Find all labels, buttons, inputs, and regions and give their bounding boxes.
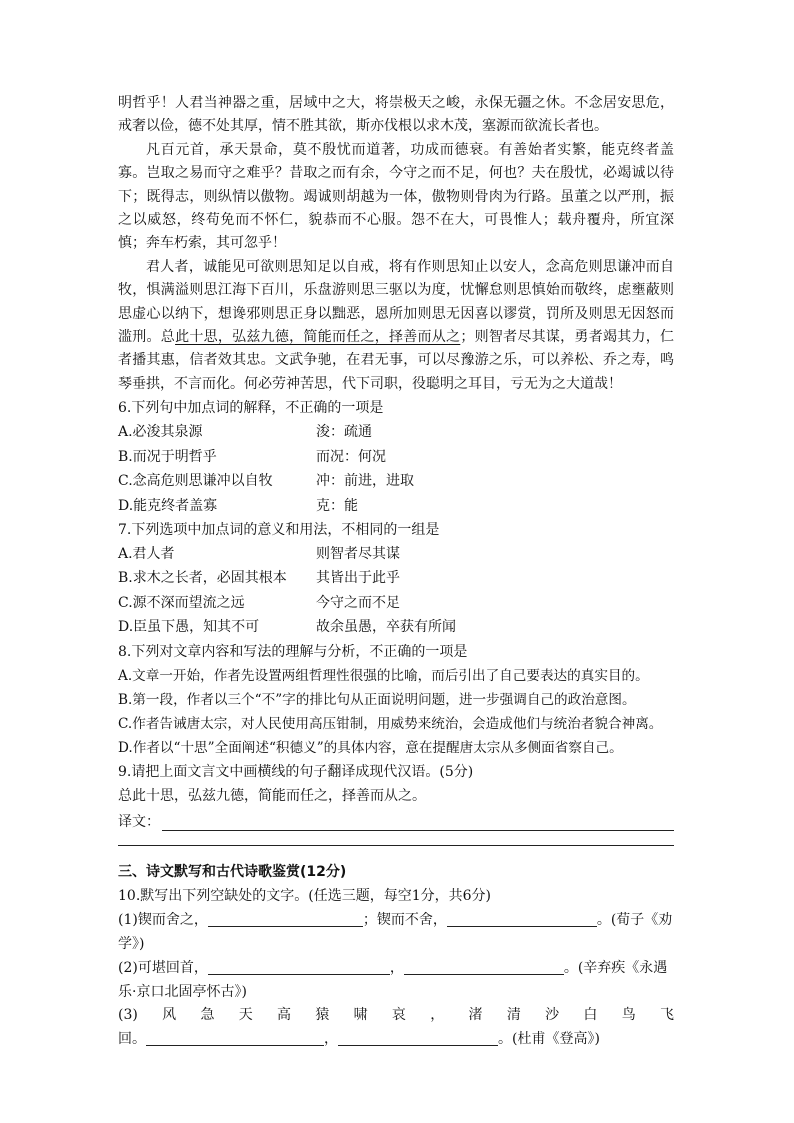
question-10-item-3-cont — [118, 1027, 674, 1051]
poem-char: 猿 — [315, 1006, 330, 1023]
poem-char: 高 — [277, 1006, 292, 1023]
question-10-stem: 10.默写出下列空缺处的文字。(任选三题，每空1分，共6分) — [118, 887, 492, 904]
question-9-sentence: 总此十思，弘兹九德，简能而任之，择善而从之。 — [118, 787, 426, 804]
poem-char: 白 — [583, 1006, 598, 1023]
poem-char: ， — [430, 1006, 445, 1023]
item-text: 。(荀子《劝学》) — [118, 911, 673, 952]
option-left: A.必浚其泉源 — [118, 424, 203, 441]
passage-text: 君人者，诚能见可欲则思知足以自戒，将有作则思知止以安人，念高危则思谦冲而自牧，惧满溢则思江海下百川，乐盘游则思三驱以为度，忧懈怠则思慎始而敬终，虑壅蔽则思虚心以纳下，想谗邪则思正身以黜恶，恩所加则思无因喜以谬赏，罚所及则思无因怒而滥刑。总 — [118, 258, 674, 346]
poem-char: 沙 — [545, 1006, 560, 1023]
option-right: 克：能 — [316, 497, 358, 514]
passage-text: ；则智者尽其谋，勇者竭其力，仁者播其惠，信者效其忠。文武争驰，在君无事，可以尽豫游之乐，可以养松、乔之寿，鸣琴垂拱，不言而化。何必劳神苦思，代下司职，役聪明之耳目，亏无为之大道哉！ — [118, 329, 675, 392]
poem-char: (3) — [118, 1006, 138, 1023]
option-right: 则智者尽其谋 — [316, 545, 400, 562]
translation-answer-row — [118, 809, 674, 831]
option-left: C.念高危则思谦冲以自牧 — [118, 473, 273, 490]
option-right: 浚：疏通 — [316, 424, 372, 441]
item-text: 。(辛弃疾《永遇 — [563, 959, 668, 976]
answer-blank[interactable] — [146, 1030, 324, 1046]
question-8-stem: 8.下列对文章内容和写法的理解与分析，不正确的一项是 — [118, 643, 468, 660]
poem-char: 飞 — [660, 1006, 674, 1023]
option-right: 而况：何况 — [316, 448, 386, 465]
option-row — [118, 542, 674, 566]
option-right: 其皆出于此乎 — [316, 570, 400, 587]
question-10-item-1 — [118, 908, 674, 956]
item-text: 。(杜甫《登高》) — [498, 1030, 600, 1047]
answer-blank[interactable] — [338, 1030, 498, 1046]
answer-blank[interactable] — [404, 959, 564, 975]
option-row — [118, 566, 674, 590]
option-left: B.求木之长者，必固其根本 — [118, 570, 287, 587]
document-page — [118, 92, 674, 1051]
option-row — [118, 445, 674, 469]
question-6-options — [118, 420, 674, 518]
item-text: 回。 — [118, 1030, 146, 1047]
question-7-options — [118, 542, 674, 640]
question-9-stem: 9.请把上面文言文中画横线的句子翻译成现代汉语。(5分) — [118, 763, 474, 780]
section-3-title: 三、诗文默写和古代诗歌鉴赏(12分) — [118, 863, 347, 880]
translation-answer-line-2[interactable] — [118, 831, 674, 846]
option-right: 今守之而不足 — [316, 594, 400, 611]
passage-paragraph-2 — [118, 256, 674, 396]
option-right: 冲：前进，进取 — [316, 473, 414, 490]
question-6-stem: 6.下列句中加点词的解释，不正确的一项是 — [118, 400, 384, 417]
poem-char: 鸟 — [621, 1006, 636, 1023]
translation-label: 译文： — [118, 813, 160, 830]
poem-char: 哀 — [391, 1006, 406, 1023]
option-row — [118, 469, 674, 493]
item-text: ， — [324, 1030, 338, 1047]
answer-blank[interactable] — [447, 911, 597, 927]
option-left: D.能克终者盖寡 — [118, 497, 218, 514]
question-10-item-2 — [118, 956, 674, 980]
question-8-option-a: A.文章一开始，作者先设置两组哲理性很强的比喻，而后引出了自己要表达的真实目的。 — [118, 667, 649, 684]
option-row — [118, 494, 674, 518]
option-right: 故余虽愚，卒获有所闻 — [316, 619, 456, 636]
poem-char: 啸 — [353, 1006, 368, 1023]
translation-answer-line[interactable] — [162, 814, 674, 831]
question-10-item-2-cont: 乐·京口北固亭怀古》) — [118, 983, 247, 1000]
question-8-option-d: D.作者以“十思”全面阐述“积德义”的具体内容，意在提醒唐太宗从多侧面省察自己。 — [118, 739, 623, 756]
option-left: D.臣虽下愚，知其不可 — [118, 619, 260, 636]
question-8-option-b: B.第一段，作者以三个“不”字的排比句从正面说明问题，进一步强调自己的政治意图。 — [118, 691, 636, 708]
poem-char: 清 — [506, 1006, 521, 1023]
item-text: ， — [389, 959, 404, 976]
item-text: (1)锲而舍之， — [118, 911, 208, 928]
answer-blank[interactable] — [208, 959, 390, 975]
passage-paragraph-0: 明哲乎！人君当神器之重，居域中之大，将崇极天之峻，永保无疆之休。不念居安思危，戒奢以俭，德不处其厚，情不胜其欲，斯亦伐根以求木茂，塞源而欲流长者也。 — [118, 95, 674, 135]
option-row — [118, 591, 674, 615]
poem-char: 风 — [162, 1006, 177, 1023]
option-left: B.而况于明哲乎 — [118, 448, 217, 465]
question-10-item-3 — [118, 1004, 674, 1027]
question-8-option-c: C.作者告诫唐太宗，对人民使用高压钳制，用威势来统治，会造成他们与统治者貌合神离。 — [118, 715, 663, 732]
item-text: ；锲而不舍， — [362, 911, 447, 928]
poem-char: 急 — [200, 1006, 215, 1023]
underlined-sentence: 此十思，弘兹九德，简能而任之，择善而从之 — [175, 329, 461, 346]
question-7-stem: 7.下列选项中加点词的意义和用法，不相同的一组是 — [118, 521, 440, 538]
poem-char: 天 — [238, 1006, 253, 1023]
option-left: A.君人者 — [118, 545, 175, 562]
option-left: C.源不深而望流之远 — [118, 594, 245, 611]
poem-char: 渚 — [468, 1006, 483, 1023]
item-text: (2)可堪回首， — [118, 959, 208, 976]
passage-paragraph-1: 凡百元首，承天景命，莫不殷忧而道著，功成而德衰。有善始者实繁，能克终者盖寡。岂取之易而守之难乎？昔取之而有余，今守之而不足，何也？夫在殷忧，必竭诚以待下；既得志，则纵情以傲物。竭诚则胡越为一体，傲物则骨肉为行路。虽董之以严刑，振之以威怒，终苟免而不怀仁，貌恭而不心服。怨不在大，可畏惟人；载舟覆舟，所宜深慎；奔车朽索，其可忽乎！ — [118, 141, 674, 252]
answer-blank[interactable] — [208, 911, 363, 927]
option-row — [118, 420, 674, 444]
option-row — [118, 615, 674, 639]
